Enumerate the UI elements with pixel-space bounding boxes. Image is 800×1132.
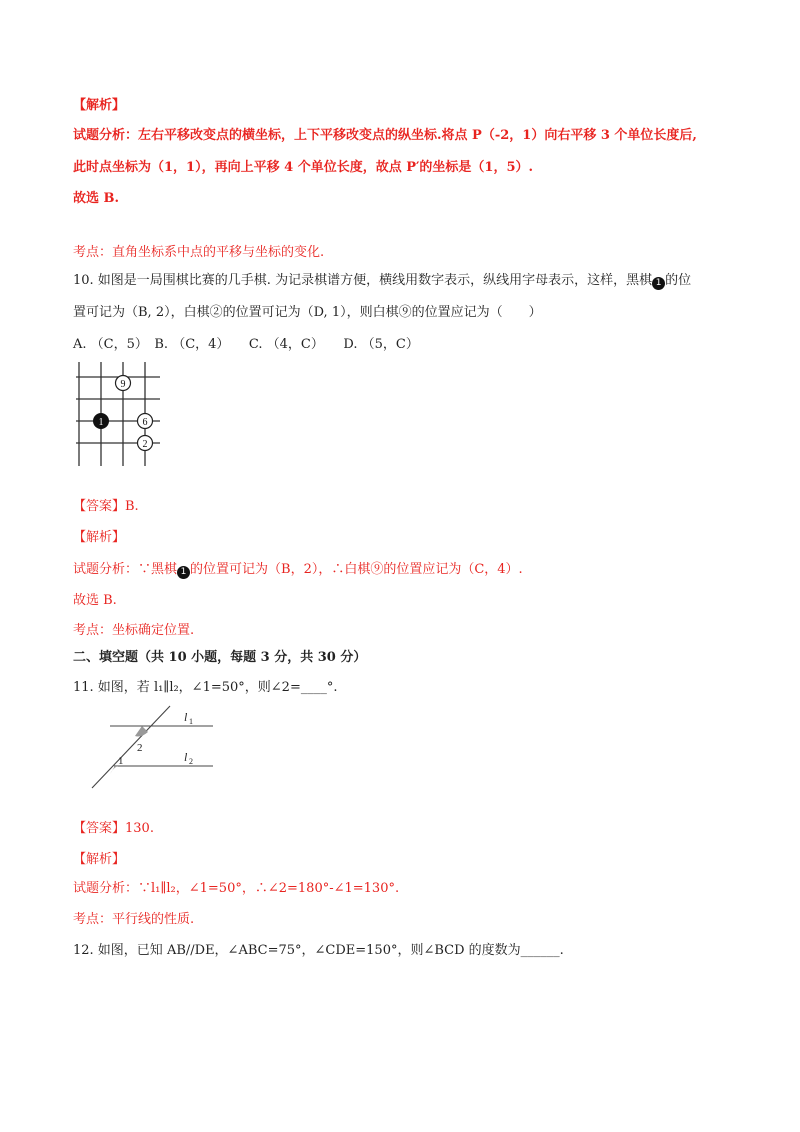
go-board-figure	[70, 360, 170, 468]
angle-1-label: 1	[118, 755, 124, 767]
question-12: 12. 如图，已知 AB//DE，∠ABC=75°，∠CDE=150°，则∠BCD 的度数为______.	[73, 943, 564, 958]
white-stone-2	[138, 436, 153, 451]
stone-label: 6	[142, 417, 148, 428]
answer: 【答案】130.	[73, 821, 154, 836]
analysis-text	[73, 561, 523, 579]
stone-label: 2	[142, 439, 148, 450]
angle-2-mark	[135, 726, 148, 737]
white-stone-9	[116, 376, 131, 391]
parallel-lines-figure	[78, 704, 228, 794]
label-l1: l	[184, 710, 188, 724]
label-l2: l	[184, 750, 188, 764]
knowledge-point: 考点：平行线的性质.	[73, 912, 195, 927]
question-10-options: A. （C，5） B. （C，4） C. （4，C） D. （5，C）	[73, 337, 419, 352]
question-10-line1	[73, 272, 691, 290]
analysis-header: 【解析】	[73, 98, 126, 113]
white-stone-6	[138, 414, 153, 429]
analysis-header: 【解析】	[73, 530, 126, 545]
label-l2-subscript: 2	[189, 757, 193, 766]
question-10-line2: 置可记为（B, 2），白棋②的位置可记为（D, 1），则白棋⑨的位置应记为（ ）	[73, 305, 542, 320]
black-stone-icon: 1	[177, 566, 190, 579]
knowledge-point: 考点：坐标确定位置.	[73, 623, 195, 638]
black-stone-1	[93, 413, 109, 429]
analysis-text-line: 试题分析：左右平移改变点的横坐标，上下平移改变点的纵坐标.将点 P（-2，1）向右平移 3 个单位长度后,	[73, 128, 697, 143]
section-title: 二、填空题（共 10 小题，每题 3 分，共 30 分）	[73, 650, 367, 665]
question-11: 11. 如图，若 l₁∥l₂，∠1=50°，则∠2=____°.	[73, 680, 338, 695]
analysis-text-part: 试题分析：∵黑棋	[73, 562, 178, 577]
analysis-text-line: 此时点坐标为（1，1），再向上平移 4 个单位长度，故点 P′的坐标是（1，5）.	[73, 160, 534, 175]
analysis-text-part: 的位置可记为（B，2），∴白棋⑨的位置应记为（C，4）.	[190, 562, 523, 577]
analysis-text: 试题分析：∵l₁∥l₂，∠1=50°，∴∠2=180°-∠1=130°.	[73, 881, 400, 896]
black-stone-icon: 1	[652, 277, 665, 290]
transversal	[92, 706, 170, 788]
label-l1-subscript: 1	[189, 717, 193, 726]
question-text: 10. 如图是一局围棋比赛的几手棋. 为记录棋谱方便，横线用数字表示，纵线用字母表示，这样，黑棋	[73, 273, 653, 288]
knowledge-point: 考点：直角坐标系中点的平移与坐标的变化.	[73, 245, 325, 260]
analysis-header: 【解析】	[73, 852, 126, 867]
analysis-conclusion: 故选 B.	[73, 191, 120, 206]
question-text: 的位	[665, 273, 692, 288]
stone-label: 9	[120, 379, 126, 390]
stone-label: 1	[98, 417, 104, 428]
angle-2-label: 2	[137, 742, 143, 754]
answer: 【答案】B.	[73, 499, 139, 514]
analysis-conclusion: 故选 B.	[73, 593, 117, 608]
